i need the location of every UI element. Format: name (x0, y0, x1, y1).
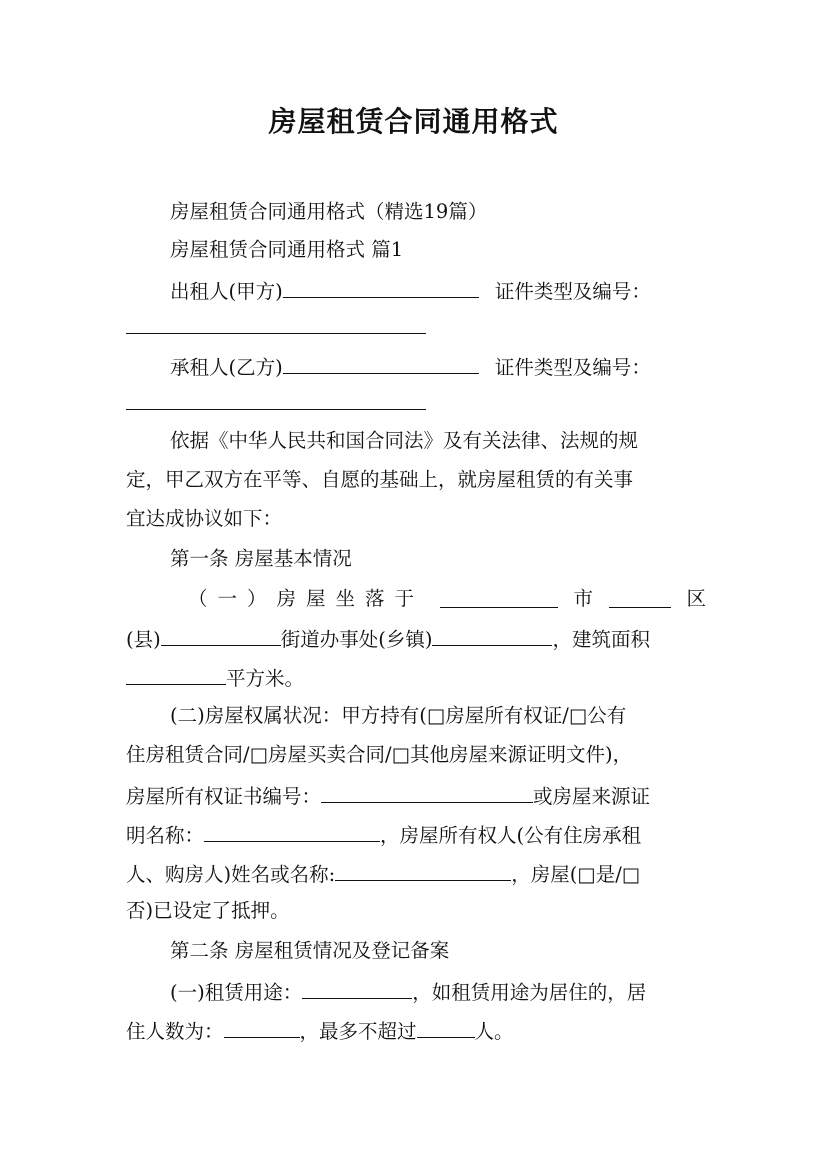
ownership-line-5 (126, 853, 706, 891)
building-area-label: ，建筑面积 (552, 628, 650, 651)
doc-name-label: 明名称： (126, 824, 205, 847)
city-blank (609, 580, 671, 608)
location-blank (440, 580, 558, 608)
cert-number-label: 房屋所有权证书编号： (126, 785, 322, 808)
lessor-name-blank (283, 270, 479, 298)
owner-label: ，房屋所有权人(公有住房承租 (380, 824, 642, 847)
occupants-label: 住人数为： (126, 1020, 224, 1043)
street-blank (432, 618, 552, 646)
section-heading: 房屋租赁合同通用格式 篇1 (170, 238, 404, 261)
lessee-label: 承租人(乙方) (170, 356, 283, 379)
lessor-id-type-label: 证件类型及编号： (494, 280, 651, 303)
subtitle: 房屋租赁合同通用格式（精选19篇） (170, 200, 488, 223)
purpose-blank (302, 971, 412, 999)
ownership-line-3 (126, 775, 706, 813)
ownership-line-1: (二)房屋权属状况：甲方持有(□房屋所有权证/□公有 (170, 704, 627, 727)
cert-number-blank (321, 775, 533, 803)
occupants-line (126, 1010, 706, 1048)
area-blank (126, 657, 226, 685)
county-blank (161, 618, 281, 646)
occupants-blank (224, 1010, 300, 1038)
intro-line-1: 依据《中华人民共和国合同法》及有关法律、法规的规 (170, 429, 639, 452)
lessee-id-blank (126, 382, 426, 410)
document-title: 房屋租赁合同通用格式 (268, 105, 559, 138)
doc-name-blank (204, 814, 380, 842)
mortgage-label: ，房屋(□是/□ (511, 863, 641, 886)
purpose-suffix: ，如租赁用途为居住的，居 (412, 981, 647, 1004)
lessor-id-blank (126, 306, 426, 334)
occupants-suffix: 人。 (474, 1020, 514, 1043)
article2-heading: 第二条 房屋租赁情况及登记备案 (170, 939, 450, 962)
intro-line-2: 定，甲乙双方在平等、自愿的基础上，就房屋租赁的有关事 (126, 468, 634, 491)
street-office-label: 街道办事处(乡镇) (280, 628, 433, 651)
occupants-max-label: ，最多不超过 (299, 1020, 417, 1043)
location-line (188, 580, 706, 618)
lessor-line (170, 270, 706, 308)
area-line (126, 657, 706, 695)
ownership-line-2: 住房租赁合同/□房屋买卖合同/□其他房屋来源证明文件)， (126, 743, 633, 766)
lessee-id-type-label: 证件类型及编号： (494, 356, 651, 379)
purpose-line (170, 971, 706, 1009)
lessor-label: 出租人(甲方) (170, 280, 283, 303)
lessee-id-line (126, 382, 706, 420)
ownership-line-6: 否)已设定了抵押。 (126, 899, 290, 922)
buyer-name-label: 人、购房人)姓名或名称: (126, 863, 336, 886)
city-label: 市 (573, 587, 593, 610)
ownership-line-4 (126, 814, 706, 852)
location-prefix: （一）房屋坐落于 (188, 587, 425, 610)
district-label: 区 (686, 587, 706, 610)
occupants-max-blank (417, 1010, 475, 1038)
county-label: (县) (126, 628, 161, 651)
lessee-line (170, 346, 706, 384)
buyer-name-blank (335, 853, 511, 881)
intro-line-3: 宜达成协议如下： (126, 507, 283, 530)
lessee-name-blank (283, 346, 479, 374)
source-cert-label: 或房屋来源证 (533, 785, 651, 808)
street-line (126, 618, 706, 656)
sqm-label: 平方米。 (226, 667, 305, 690)
purpose-label: (一)租赁用途： (170, 981, 303, 1004)
article1-heading: 第一条 房屋基本情况 (170, 547, 352, 570)
lessor-id-line (126, 306, 706, 344)
